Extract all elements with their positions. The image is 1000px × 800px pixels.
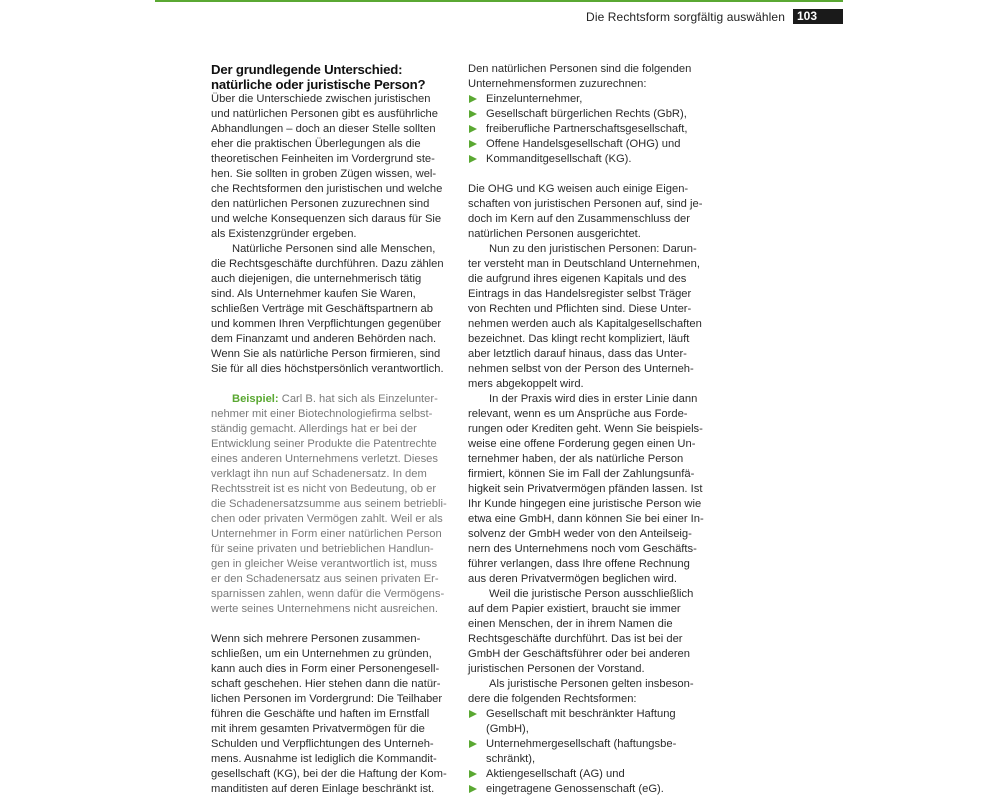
section-heading (211, 62, 451, 92)
text-line: und natürlichen Personen gibt es ausführliche (211, 108, 439, 120)
text-line: führen die Geschäfte und haften im Ernstfall (211, 708, 430, 720)
list-item-text: schränkt), (486, 753, 536, 765)
list-item-text: Gesellschaft mit beschränkter Haftung (486, 708, 676, 720)
text-line: Als juristische Personen gelten insbeson- (489, 678, 694, 690)
text-line: Unternehmensformen zuzurechnen: (468, 78, 647, 90)
heading-line: natürliche oder juristische Person? (211, 77, 426, 92)
text-line: schließen Verträge mit Geschäftspartnern ab (211, 303, 433, 315)
text-line: Wenn sich mehrere Personen zusammen- (211, 633, 421, 645)
list-item-text: Unternehmergesellschaft (haftungsbe- (486, 738, 677, 750)
list-item (468, 782, 718, 797)
text-line: etwa eine GmbH, dann können Sie bei einer In- (468, 513, 704, 525)
text-line: den natürlichen Personen zuzurechnen sind (211, 198, 430, 210)
text-line: relevant, wenn es um Ansprüche aus Forde- (468, 408, 688, 420)
paragraph (211, 632, 451, 797)
text-line: eher die praktischen Überlegungen als die (211, 138, 421, 150)
running-title: Die Rechtsform sorgfältig auswählen (586, 9, 785, 24)
list-item (468, 767, 718, 782)
text-line: werte seines Unternehmens nicht ausreichen. (211, 603, 438, 615)
text-line: aus deren Privatvermögen beglichen wird. (468, 573, 677, 585)
text-line: schaft geschehen. Hier stehen dann die natür- (211, 678, 441, 690)
triangle-bullet-icon (469, 140, 477, 148)
text-line: auf dem Papier existiert, braucht sie immer (468, 603, 681, 615)
text-line: Schulden und Verpflichtungen des Unterneh- (211, 738, 434, 750)
paragraph (468, 677, 718, 707)
juristic-forms-list (468, 707, 718, 797)
list-item (468, 122, 718, 137)
paragraph (468, 587, 718, 677)
text-line: Über die Unterschiede zwischen juristischen (211, 93, 431, 105)
text-line: und welche Konsequenzen sich daraus für Sie (211, 213, 442, 225)
list-item-text: (GmbH), (486, 723, 529, 735)
text-line: nern des Unternehmens noch vom Geschäfts- (468, 543, 697, 555)
list-item (468, 107, 718, 122)
text-line: juristischen Personen der Vorstand. (468, 663, 645, 675)
text-line: kann auch dies in Form einer Personengesell- (211, 663, 440, 675)
text-line: Die OHG und KG weisen auch einige Eigen- (468, 183, 689, 195)
list-item-text: eingetragene Genossenschaft (eG). (486, 783, 664, 795)
list-item (468, 707, 718, 737)
text-line: Rechtsgeschäfte durchführt. Das ist bei der (468, 633, 683, 645)
paragraph (468, 182, 718, 242)
text-line: für seine privaten und betrieblichen Handlun- (211, 543, 434, 555)
paragraph (211, 242, 451, 377)
text-line: schaften von juristischen Personen auf, sind je- (468, 198, 703, 210)
natural-forms-list (468, 92, 718, 167)
list-item-text: Einzelunternehmer, (486, 93, 583, 105)
left-column (211, 62, 451, 797)
list-item-text: Gesellschaft bürgerlichen Rechts (GbR), (486, 108, 687, 120)
text-line: bezeichnet. Das klingt recht kompliziert, läuft (468, 333, 690, 345)
text-line: weise eine offene Forderung gegen einen Un- (468, 438, 696, 450)
triangle-bullet-icon (469, 155, 477, 163)
text-line: er den Schadenersatz aus seinen privaten Er- (211, 573, 439, 585)
running-header (586, 9, 843, 24)
list-item (468, 137, 718, 152)
text-line: Den natürlichen Personen sind die folgenden (468, 63, 692, 75)
text-line: die Rechtsgeschäfte durchführen. Dazu zählen (211, 258, 444, 270)
list-item-text: freiberufliche Partnerschaftsgesellschaft, (486, 123, 688, 135)
text-line: doch im Kern auf den Zusammenschluss der (468, 213, 690, 225)
page-number: 103 (793, 9, 843, 24)
paragraph (211, 92, 451, 242)
text-line: Wenn Sie als natürliche Person firmieren, sind (211, 348, 441, 360)
list-item-text: Kommanditgesellschaft (KG). (486, 153, 632, 165)
text-line: nehmen selbst von der Person des Unterneh- (468, 363, 694, 375)
text-line: Unternehmer in Form einer natürlichen Person (211, 528, 442, 540)
top-accent-rule (155, 0, 843, 2)
text-line: ter versteht man in Deutschland Unternehmen, (468, 258, 700, 270)
text-line: mers abgekoppelt wird. (468, 378, 584, 390)
text-line: die Schadenersatzsumme aus seinem betriebli- (211, 498, 447, 510)
triangle-bullet-icon (469, 95, 477, 103)
text-line: ständig gemacht. Allerdings hat er bei der (211, 423, 417, 435)
text-line: und kommen Ihren Verpflichtungen gegenüber (211, 318, 442, 330)
list-item (468, 92, 718, 107)
text-line: mit ihrem gesamten Privatvermögen für die (211, 723, 425, 735)
text-line: ternehmer haben, der als natürliche Person (468, 453, 684, 465)
text-line: verklagt ihn nun auf Schadenersatz. In dem (211, 468, 427, 480)
example-label: Beispiel: (232, 393, 279, 405)
text-line: natürlichen Personen ausgerichtet. (468, 228, 641, 240)
text-line: nehmer mit einer Biotechnologiefirma selbst- (211, 408, 433, 420)
text-line: manditisten auf deren Einlage beschränkt ist. (211, 783, 435, 795)
text-line: rungen oder Krediten geht. Wenn Sie beispiels- (468, 423, 703, 435)
paragraph (468, 62, 718, 92)
text-line: solvenz der GmbH weder von den Anteilseig- (468, 528, 692, 540)
list-item (468, 737, 718, 767)
text-line: Natürliche Personen sind alle Menschen, (232, 243, 436, 255)
text-line: eines anderen Unternehmens verletzt. Dieses (211, 453, 438, 465)
text-line: auch diejenigen, die unternehmerisch tätig (211, 273, 422, 285)
text-line: sparnissen zahlen, wenn dafür die Vermögens- (211, 588, 445, 600)
text-line: gesellschaft (KG), bei der die Haftung der Kom- (211, 768, 447, 780)
text-line: gen in gleicher Weise verantwortlich ist, muss (211, 558, 438, 570)
list-item-text: Aktiengesellschaft (AG) und (486, 768, 625, 780)
triangle-bullet-icon (469, 740, 477, 748)
text-line: higkeit sein Privatvermögen pfänden lassen. Ist (468, 483, 703, 495)
text-line: dere die folgenden Rechtsformen: (468, 693, 637, 705)
text-line: GmbH der Geschäftsführer oder bei anderen (468, 648, 691, 660)
text-line: nehmen werden auch als Kapitalgesellschaften (468, 318, 702, 330)
text-line: che Rechtsformen den juristischen und welche (211, 183, 443, 195)
text-line: Ihr Kunde hingegen eine juristische Person wie (468, 498, 702, 510)
right-column (468, 62, 718, 797)
text-line: mens. Ausnahme ist lediglich die Kommandit- (211, 753, 437, 765)
text-line: Nun zu den juristischen Personen: Darun- (489, 243, 697, 255)
list-item-text: Offene Handelsgesellschaft (OHG) und (486, 138, 681, 150)
text-line: Weil die juristische Person ausschließlich (489, 588, 694, 600)
triangle-bullet-icon (469, 785, 477, 793)
example-body (211, 408, 447, 615)
text-line: sind. Als Unternehmer kaufen Sie Waren, (211, 288, 416, 300)
text-line: die aufgrund ihres eigenen Kapitals und des (468, 273, 687, 285)
paragraph (468, 242, 718, 392)
paragraph (468, 392, 718, 587)
triangle-bullet-icon (469, 125, 477, 133)
triangle-bullet-icon (469, 710, 477, 718)
text-line: chen oder privaten Vermögen zahlt. Weil er als (211, 513, 443, 525)
text-line: In der Praxis wird dies in erster Linie dann (489, 393, 698, 405)
triangle-bullet-icon (469, 770, 477, 778)
text-line: führer verlangen, dass Ihre offene Rechnung (468, 558, 690, 570)
heading-line: Der grundlegende Unterschied: (211, 62, 403, 77)
example-line: Carl B. hat sich als Einzelunter- (278, 393, 438, 405)
triangle-bullet-icon (469, 110, 477, 118)
text-line: Rechtsstreit ist es nicht von Bedeutung, ob er (211, 483, 437, 495)
text-line: schließen, um ein Unternehmen zu gründen, (211, 648, 432, 660)
text-line: Sie für all dies höchstpersönlich verantwortlich. (211, 363, 444, 375)
text-line: einen Menschen, der in ihrem Namen die (468, 618, 673, 630)
text-line: von Rechten und Pflichten sind. Diese Unter- (468, 303, 692, 315)
text-line: Eintrags in das Handelsregister selbst Träger (468, 288, 692, 300)
text-line: theoretischen Feinheiten im Vordergrund ste- (211, 153, 435, 165)
text-line: Entwicklung seiner Produkte die Patentrechte (211, 438, 437, 450)
text-line: lichen Personen im Vordergrund: Die Teilhaber (211, 693, 443, 705)
text-line: dem Finanzamt und anderen Behörden nach. (211, 333, 437, 345)
text-line: hen. Sie sollten in groben Zügen wissen, wel- (211, 168, 437, 180)
text-line: Abhandlungen – doch an dieser Stelle sollten (211, 123, 436, 135)
list-item (468, 152, 718, 167)
text-line: aber letztlich darauf hinaus, dass das Unter- (468, 348, 687, 360)
text-line: als Existenzgründer ergeben. (211, 228, 357, 240)
example-box (211, 392, 451, 617)
text-line: firmiert, können Sie im Fall der Zahlungsunfä- (468, 468, 695, 480)
